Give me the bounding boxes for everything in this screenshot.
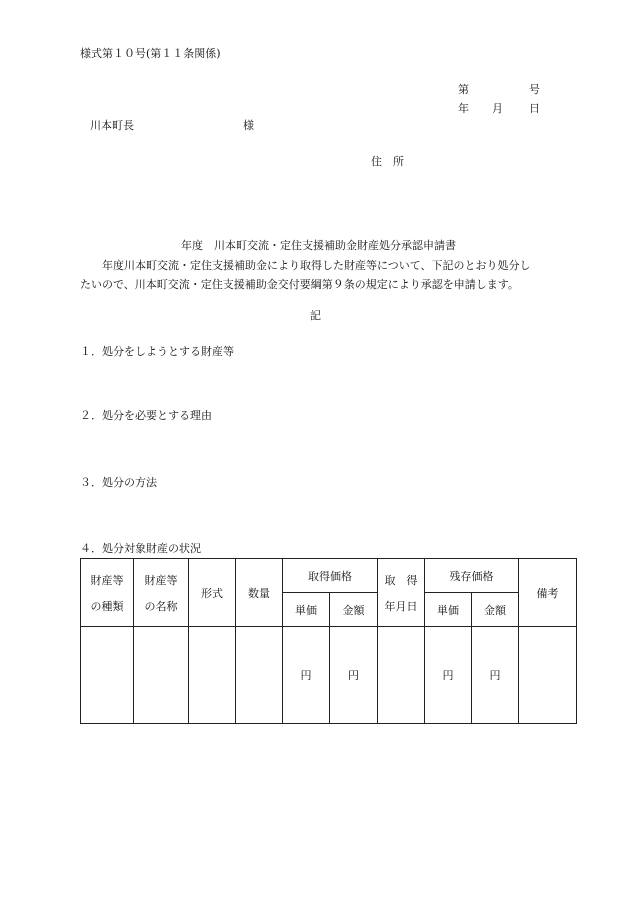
header-asset-type: 財産等 の種類: [81, 559, 134, 627]
table-header-row-1: [81, 559, 577, 593]
cell-remarks: [519, 627, 577, 724]
header-rem-unit-price: 単価: [425, 593, 472, 627]
header-acq-amount: 金額: [330, 593, 378, 627]
cell-asset-type: [81, 627, 134, 724]
item-4: ４．処分対象財産の状況: [80, 542, 201, 555]
header-acq-unit-price: 単価: [283, 593, 330, 627]
header-quantity: 数量: [236, 559, 283, 627]
date-day: 日: [529, 102, 540, 115]
doc-number-prefix: 第: [458, 83, 469, 96]
cell-format: [189, 627, 236, 724]
header-acquisition-date: 取 得 年月日: [378, 559, 425, 627]
asset-status-table: [80, 558, 577, 724]
item-2: ２．処分を必要とする理由: [80, 409, 212, 422]
header-format: 形式: [189, 559, 236, 627]
address-label: 住 所: [371, 155, 404, 168]
header-remaining-price: 残存価格: [425, 559, 519, 593]
header-asset-name: 財産等 の名称: [134, 559, 189, 627]
ki-heading: 記: [310, 309, 321, 322]
cell-asset-name: [134, 627, 189, 724]
addressee-honorific: 様: [243, 119, 254, 132]
body-line-1: 年度川本町交流・定住支援補助金により取得した財産等について、下記のとおり処分し: [102, 259, 531, 272]
cell-quantity: [236, 627, 283, 724]
document-title: 年度 川本町交流・定住支援補助金財産処分承認申請書: [181, 239, 456, 252]
header-rem-amount: 金額: [472, 593, 519, 627]
item-3: ３．処分の方法: [80, 476, 157, 489]
addressee-mayor: 川本町長: [90, 119, 134, 132]
body-paragraph: [80, 256, 560, 294]
table-row: [81, 627, 577, 724]
item-1: １．処分をしようとする財産等: [80, 345, 234, 358]
cell-acquisition-date: [378, 627, 425, 724]
cell-rem-amount: 円: [472, 627, 519, 724]
doc-number-suffix: 号: [529, 83, 540, 96]
body-line-2: たいので、川本町交流・定住支援補助金交付要綱第９条の規定により承認を申請します。: [80, 278, 519, 291]
cell-acq-unit-price: 円: [283, 627, 330, 724]
date-month: 月: [492, 102, 503, 115]
form-number: 様式第１０号(第１１条関係): [80, 47, 221, 60]
cell-acq-amount: 円: [330, 627, 378, 724]
header-acquisition-price: 取得価格: [283, 559, 378, 593]
date-year: 年: [458, 102, 469, 115]
cell-rem-unit-price: 円: [425, 627, 472, 724]
header-remarks: 備考: [519, 559, 577, 627]
